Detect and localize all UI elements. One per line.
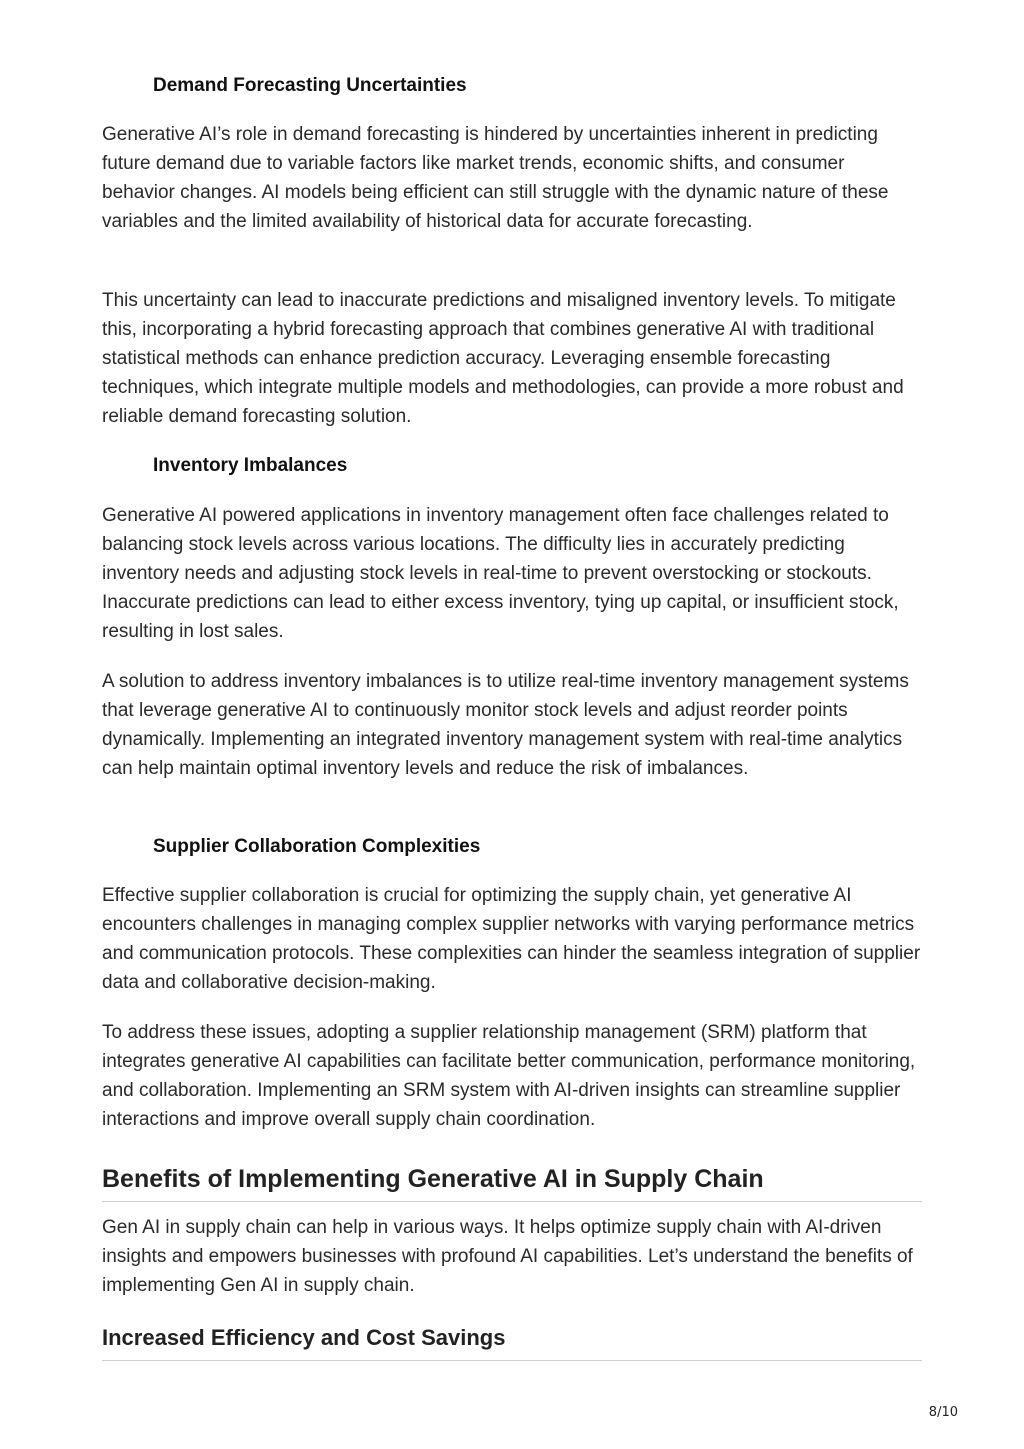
benefits-paragraph: Gen AI in supply chain can help in various ways. It helps optimize supply chain with AI-driven insights and empowers businesses with profound AI capabilities. Let’s understand the benefits of implementing Gen AI in supply chain. [102, 1217, 913, 1296]
demand-forecasting-paragraph-1: Generative AI’s role in demand forecasting is hindered by uncertainties inherent in predicting future demand due to variable factors like market trends, economic shifts, and consumer behavior changes. AI models being efficient can still struggle with the dynamic nature of these variables and the limited availability of historical data for accurate forecasting. [102, 124, 889, 232]
inventory-imbalances-paragraph-1: Generative AI powered applications in inventory management often face challenges related to balancing stock levels across various locations. The difficulty lies in accurately predicting inventory needs and adjusting stock levels in real-time to prevent overstocking or stockouts. Inaccurate predictions can lead to either excess inventory, tying up capital, or insufficient stock, resulting in lost sales. [102, 505, 899, 642]
inventory-imbalances-paragraph-2: A solution to address inventory imbalances is to utilize real-time inventory management systems that leverage generative AI to continuously monitor stock levels and adjust reorder points dynamically. Implementing an integrated inventory management system with real-time analytics can help maintain optimal inventory levels and reduce the risk of imbalances. [102, 671, 909, 779]
efficiency-section-heading: Increased Efficiency and Cost Savings [102, 1324, 922, 1361]
benefits-section-heading: Benefits of Implementing Generative AI in Supply Chain [102, 1163, 922, 1202]
supplier-collaboration-heading: Supplier Collaboration Complexities [153, 836, 481, 857]
page-number: 8/10 [928, 1405, 958, 1420]
inventory-imbalances-heading: Inventory Imbalances [153, 455, 348, 476]
supplier-collaboration-paragraph-1: Effective supplier collaboration is crucial for optimizing the supply chain, yet generative AI encounters challenges in managing complex supplier networks with varying performance metrics and communication protocols. These complexities can hinder the seamless integration of supplier data and collaborative decision-making. [102, 885, 921, 993]
demand-forecasting-heading: Demand Forecasting Uncertainties [153, 75, 467, 96]
supplier-collaboration-paragraph-2: To address these issues, adopting a supplier relationship management (SRM) platform that integrates generative AI capabilities can facilitate better communication, performance monitoring, and collaboration. Implementing an SRM system with AI-driven insights can streamline supplier interactions and improve overall supply chain coordination. [102, 1022, 916, 1130]
demand-forecasting-paragraph-2: This uncertainty can lead to inaccurate predictions and misaligned inventory levels. To mitigate this, incorporating a hybrid forecasting approach that combines generative AI with traditional statistical methods can enhance prediction accuracy. Leveraging ensemble forecasting techniques, which integrate multiple models and methodologies, can provide a more robust and reliable demand forecasting solution. [102, 290, 904, 427]
